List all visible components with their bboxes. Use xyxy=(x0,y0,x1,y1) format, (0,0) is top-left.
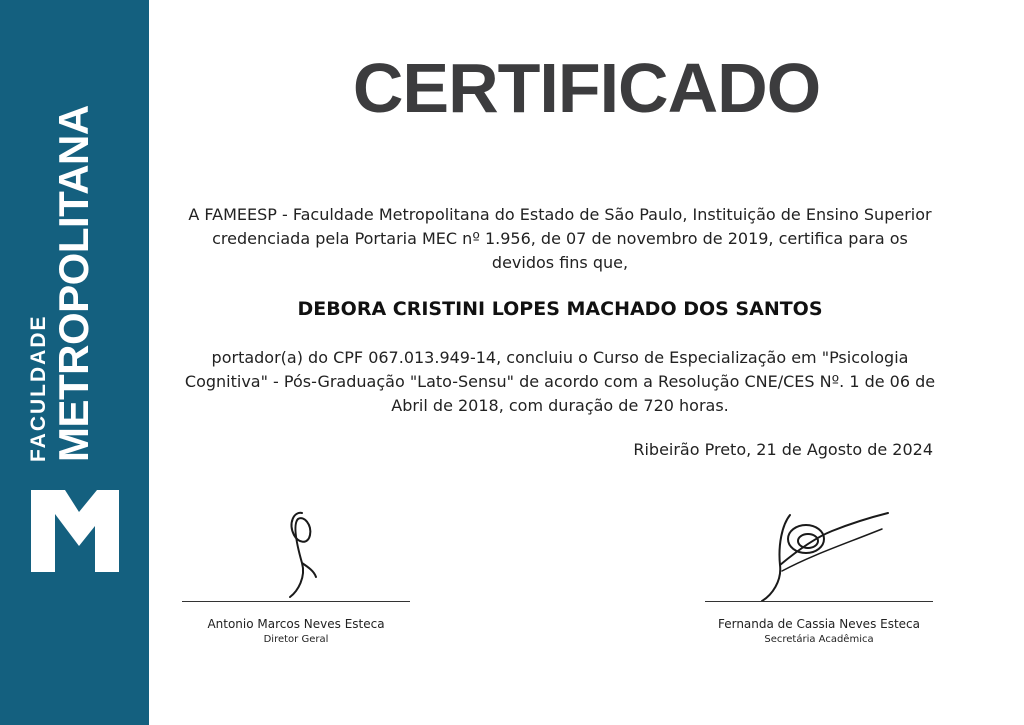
brand-sidebar xyxy=(0,0,149,725)
signer-role-left: Diretor Geral xyxy=(263,634,329,645)
recipient-name: DEBORA CRISTINI LOPES MACHADO DOS SANTOS xyxy=(297,298,823,320)
brand-wordmark xyxy=(26,105,122,462)
signer-name-left: Antonio Marcos Neves Esteca xyxy=(207,617,385,631)
m-logo-icon xyxy=(31,490,119,572)
certificate-intro: A FAMEESP - Faculdade Metropolitana do Estado de São Paulo, Instituição de Ensino Superior credenciada pela Portaria MEC nº 1.956, de 07 de novembro de 2019, certifica para os devidos fins que, xyxy=(188,205,932,272)
signer-name-right: Fernanda de Cassia Neves Esteca xyxy=(717,617,921,631)
place-date: Ribeirão Preto, 21 de Agosto de 2024 xyxy=(633,440,933,459)
signature-line-left xyxy=(182,601,410,602)
signature-line-right xyxy=(705,601,933,602)
brand-line-faculdade: FACULDADE xyxy=(27,314,50,462)
signature-left-image xyxy=(268,505,338,601)
certificate-body: portador(a) do CPF 067.013.949-14, concluiu o Curso de Especialização em "Psicologia Cognitiva" - Pós-Graduação "Lato-Sensu" de acordo com a Resolução CNE/CES Nº. 1 de 06 de Abril de 2018, com duração de 720 horas. xyxy=(184,348,936,415)
signer-role-right: Secretária Acadêmica xyxy=(764,634,874,645)
certificate-title: CERTIFICADO xyxy=(352,49,821,127)
signature-right-image xyxy=(742,505,892,605)
brand-line-metropolitana: METROPOLITANA xyxy=(50,105,97,462)
